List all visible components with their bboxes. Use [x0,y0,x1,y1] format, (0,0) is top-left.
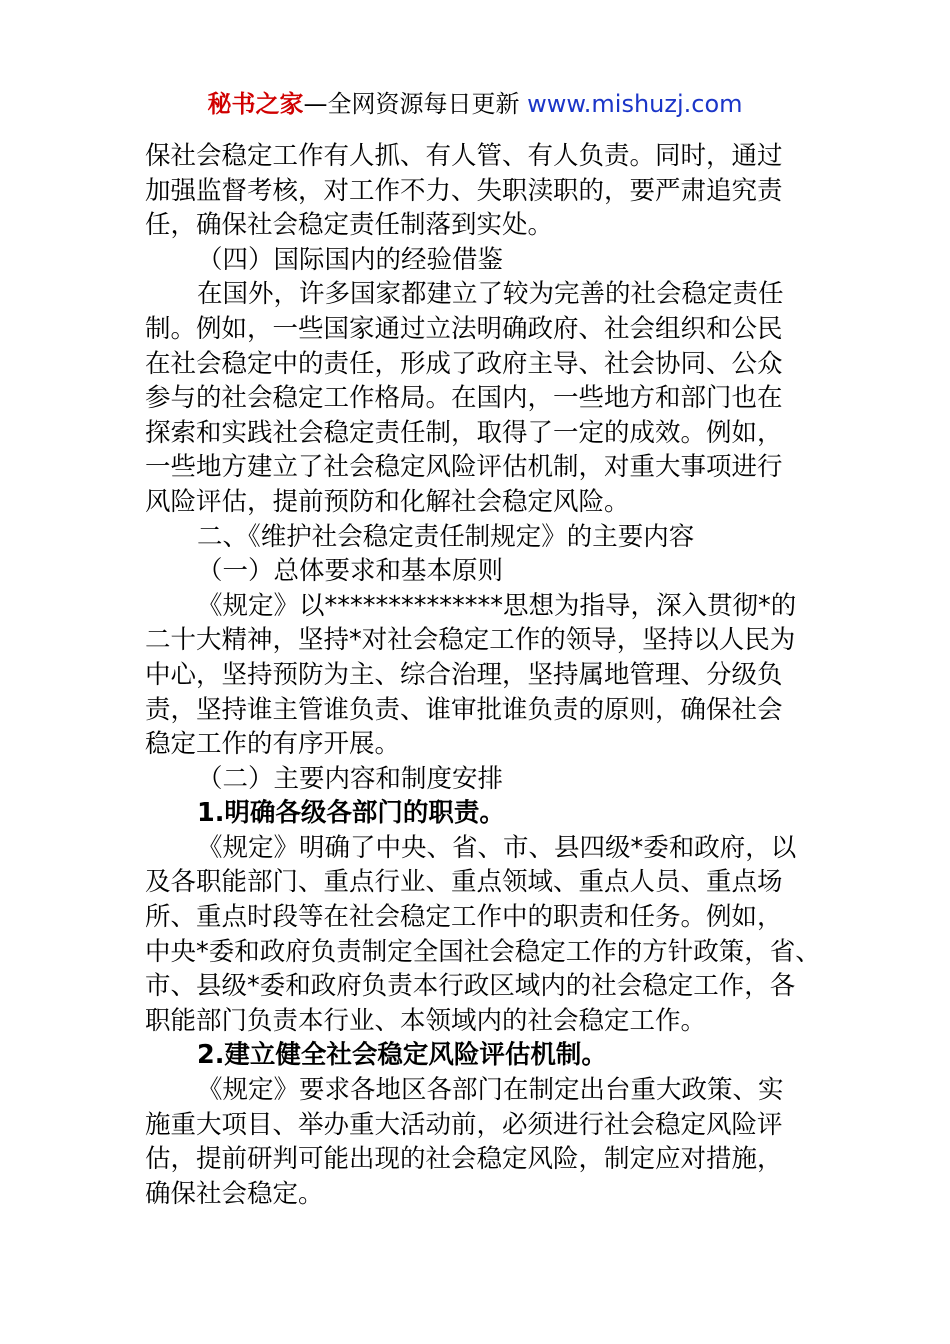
paragraph-line: 稳定工作的有序开展。 [145,729,401,760]
paragraph-line: 探索和实践社会稳定责任制，取得了一定的成效。例如， [145,417,783,448]
paragraph-line: （一）总体要求和基本原则 [197,556,504,587]
paragraph-line: （二）主要内容和制度安排 [197,763,504,794]
paragraph-line: 所、重点时段等在社会稳定工作中的职责和任务。例如， [145,902,783,933]
paragraph-line: 保社会稳定工作有人抓、有人管、有人负责。同时，通过 [145,141,783,171]
paragraph-line: 风险评估，提前预防和化解社会稳定风险。 [145,486,630,517]
paragraph-line: 《规定》明确了中央、省、市、县四级*委和政府，以 [197,832,797,863]
paragraph-line: 加强监督考核，对工作不力、失职渎职的，要严肃追究责 [145,175,783,206]
document-body [145,139,821,1211]
paragraph-line: 在社会稳定中的责任，形成了政府主导、社会协同、公众 [145,348,783,379]
paragraph-line: 中心，坚持预防为主、综合治理，坚持属地管理、分级负 [145,659,783,690]
header-tagline: —全网资源每日更新 [303,90,528,118]
paragraph-line: 职能部门负责本行业、本领域内的社会稳定工作。 [145,1005,707,1036]
paragraph-line: 二十大精神，坚持*对社会稳定工作的领导，坚持以人民为 [145,625,796,656]
paragraph-line: 一些地方建立了社会稳定风险评估机制，对重大事项进行 [145,452,783,483]
section-heading-line: 2.建立健全社会稳定风险评估机制。 [197,1040,607,1071]
brand-name: 秘书之家 [207,90,304,118]
paragraph-line: 任，确保社会稳定责任制落到实处。 [145,210,554,241]
paragraph-line: 在国外，许多国家都建立了较为完善的社会稳定责任 [197,279,784,310]
header-url[interactable]: www.mishuzj.com [527,90,743,118]
paragraph-line: 及各职能部门、重点行业、重点领域、重点人员、重点场 [145,867,783,898]
paragraph-line: 《规定》要求各地区各部门在制定出台重大政策、实 [197,1075,784,1106]
paragraph-line: （四）国际国内的经验借鉴 [197,244,504,275]
paragraph-line: 估，提前研判可能出现的社会稳定风险，制定应对措施， [145,1144,783,1175]
paragraph-line: 中央*委和政府负责制定全国社会稳定工作的方针政策，省、 [145,936,821,967]
paragraph-line: 《规定》以**************思想为指导，深入贯彻*的 [197,590,797,621]
paragraph-line: 责，坚持谁主管谁负责、谁审批谁负责的原则，确保社会 [145,694,783,725]
paragraph-line: 二、《维护社会稳定责任制规定》的主要内容 [197,521,695,552]
paragraph-line: 市、县级*委和政府负责本行政区域内的社会稳定工作，各 [145,971,796,1002]
paragraph-line: 制。例如，一些国家通过立法明确政府、社会组织和公民 [145,313,783,344]
paragraph-line: 施重大项目、举办重大活动前，必须进行社会稳定风险评 [145,1109,783,1140]
section-heading-line: 1.明确各级各部门的职责。 [197,798,505,829]
page-header [0,88,950,120]
paragraph-line: 确保社会稳定。 [145,1178,324,1209]
paragraph-line: 参与的社会稳定工作格局。在国内，一些地方和部门也在 [145,383,783,414]
